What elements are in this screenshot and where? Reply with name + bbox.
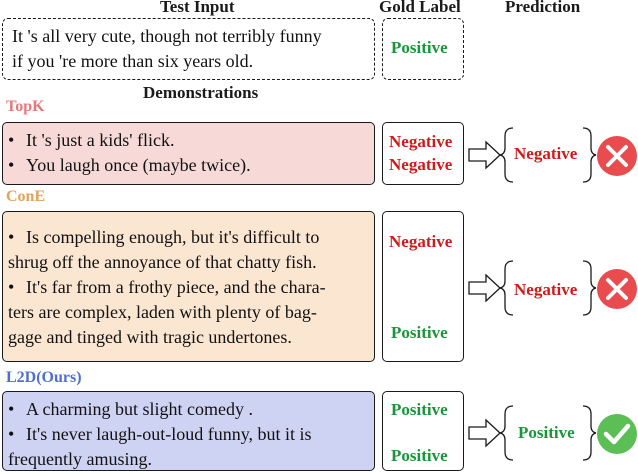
- l2d-demo-1: A charming but slight comedy .: [26, 399, 253, 419]
- topk-arrow: [469, 142, 500, 168]
- cone-demo-1-line-2: shrug off the annoyance of that chatty fish.: [8, 252, 317, 272]
- topk-prediction: Negative: [514, 144, 578, 163]
- bullet: •: [8, 130, 15, 150]
- check-icon: [597, 414, 637, 454]
- bullet: •: [8, 424, 15, 444]
- l2d-demo-2-line-2: frequently amusing.: [8, 449, 152, 469]
- cone-right-brace: [583, 261, 596, 315]
- l2d-gold-2: Positive: [391, 446, 448, 465]
- topk-section-title: TopK: [6, 98, 45, 115]
- cone-gold-2: Positive: [391, 323, 448, 342]
- l2d-gold-1: Positive: [391, 400, 448, 419]
- cross-icon: [597, 269, 637, 309]
- l2d-right-brace: [583, 406, 596, 460]
- l2d-prediction: Positive: [518, 423, 575, 442]
- cone-section-title: ConE: [6, 188, 46, 205]
- bullet: •: [8, 277, 15, 297]
- cone-gold-1: Negative: [389, 232, 453, 251]
- topk-gold-1: Negative: [389, 132, 453, 151]
- topk-right-brace: [583, 128, 596, 182]
- topk-demo-2: You laugh once (maybe twice).: [26, 155, 251, 175]
- test-input-line-1: It 's all very cute, though not terribly funny: [12, 26, 322, 46]
- l2d-demo-2-line-1: It's never laugh-out-loud funny, but it is: [26, 424, 312, 444]
- bullet: •: [8, 227, 15, 247]
- topk-left-brace: [500, 128, 513, 182]
- cone-demo-2-line-2: ters are complex, laden with plenty of bag-: [8, 302, 317, 322]
- demonstrations-header: Demonstrations: [143, 83, 259, 102]
- cone-prediction: Negative: [514, 280, 578, 299]
- cone-demo-1-line-1: Is compelling enough, but it's difficult to: [26, 227, 320, 247]
- prediction-header: Prediction: [505, 0, 581, 16]
- gold-label-test: Positive: [391, 38, 448, 57]
- test-input-header: Test Input: [160, 0, 235, 16]
- l2d-section-title: L2D(Ours): [6, 369, 82, 386]
- cross-icon: [597, 136, 637, 176]
- bullet: •: [8, 399, 15, 419]
- l2d-arrow: [469, 420, 500, 446]
- cone-left-brace: [500, 261, 513, 315]
- gold-label-header: Gold Label: [379, 0, 461, 16]
- cone-arrow: [469, 275, 500, 301]
- test-input-line-2: if you 're more than six years old.: [12, 51, 254, 71]
- bullet: •: [8, 155, 15, 175]
- cone-demo-2-line-3: gage and tinged with tragic undertones.: [8, 327, 292, 347]
- topk-gold-2: Negative: [389, 155, 453, 174]
- topk-demo-1: It 's just a kids' flick.: [26, 130, 175, 150]
- cone-demo-2-line-1: It's far from a frothy piece, and the chara-: [26, 277, 326, 297]
- l2d-left-brace: [500, 406, 513, 460]
